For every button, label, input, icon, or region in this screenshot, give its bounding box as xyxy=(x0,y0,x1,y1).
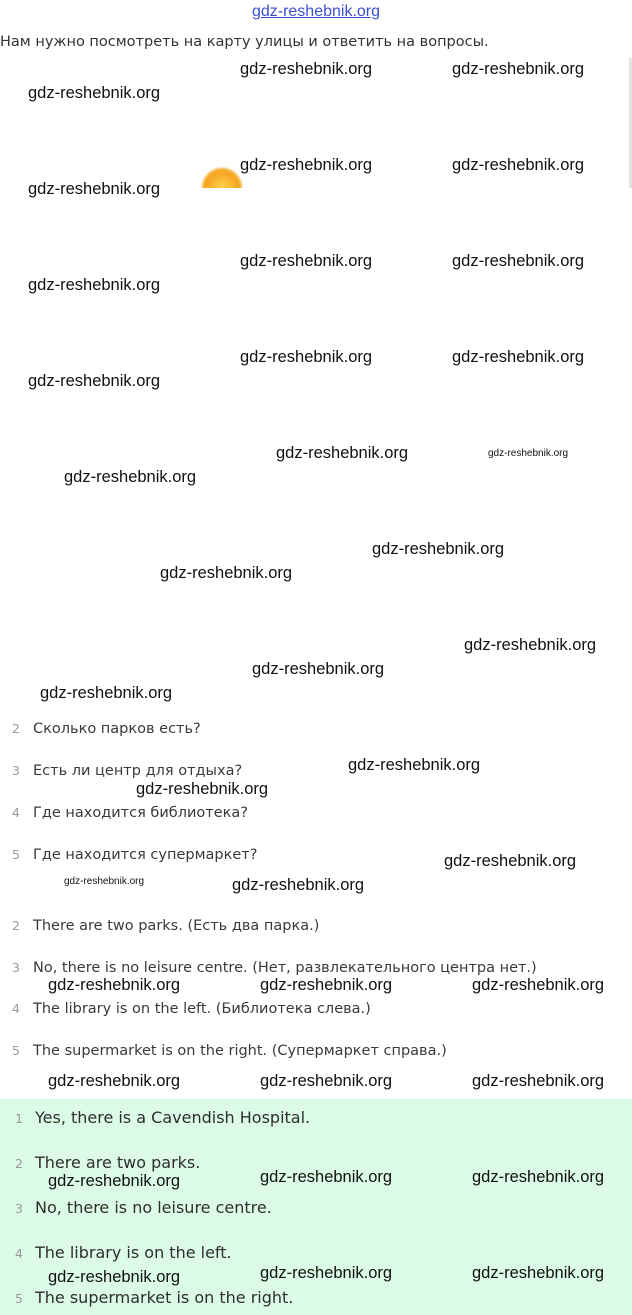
watermark-text: gdz-reshebnik.org xyxy=(444,852,577,870)
translation-text: There are two parks. (Есть два парка.) xyxy=(33,918,320,934)
watermark-text: gdz-reshebnik.org xyxy=(28,276,161,294)
watermark-text: gdz-reshebnik.org xyxy=(64,468,197,486)
translation-number: 3 xyxy=(12,960,20,975)
question-text: Где находится супермаркет? xyxy=(33,847,258,863)
watermark-text: gdz-reshebnik.org xyxy=(48,976,181,994)
watermark-text: gdz-reshebnik.org xyxy=(252,660,385,678)
question-item xyxy=(12,805,248,821)
question-item xyxy=(12,721,201,737)
answer-item xyxy=(15,1108,310,1127)
answer-item xyxy=(15,1243,232,1262)
question-number: 2 xyxy=(12,721,20,736)
watermark-text: gdz-reshebnik.org xyxy=(240,60,373,78)
watermark-text: gdz-reshebnik.org xyxy=(452,252,585,270)
watermark-text: gdz-reshebnik.org xyxy=(260,1072,393,1090)
watermark-text: gdz-reshebnik.org xyxy=(472,976,605,994)
answer-item xyxy=(15,1288,293,1307)
translation-text: The supermarket is on the right. (Супермаркет справа.) xyxy=(33,1043,447,1059)
answer-number: 4 xyxy=(15,1246,23,1261)
answer-text: No, there is no leisure centre. xyxy=(35,1198,272,1217)
translation-number: 5 xyxy=(12,1043,20,1058)
watermark-text: gdz-reshebnik.org xyxy=(260,1168,393,1186)
answer-number: 1 xyxy=(15,1111,23,1126)
answer-text: The library is on the left. xyxy=(35,1243,232,1262)
watermark-text: gdz-reshebnik.org xyxy=(48,1072,181,1090)
watermark-text: gdz-reshebnik.org xyxy=(472,1072,605,1090)
watermark-text: gdz-reshebnik.org xyxy=(40,684,173,702)
watermark-text: gdz-reshebnik.org xyxy=(28,372,161,390)
watermark-text: gdz-reshebnik.org xyxy=(472,1264,605,1282)
answer-number: 3 xyxy=(15,1201,23,1216)
answer-item xyxy=(15,1198,272,1217)
question-number: 5 xyxy=(12,847,20,862)
watermark-text: gdz-reshebnik.org xyxy=(260,976,393,994)
watermark-text: gdz-reshebnik.org xyxy=(28,180,161,198)
translation-number: 4 xyxy=(12,1001,20,1016)
question-text: Сколько парков есть? xyxy=(33,721,201,737)
watermark-text: gdz-reshebnik.org xyxy=(464,636,597,654)
translation-text: No, there is no leisure centre. (Нет, развлекательного центра нет.) xyxy=(33,960,537,976)
answer-text: The supermarket is on the right. xyxy=(35,1288,294,1307)
answer-text: Yes, there is a Cavendish Hospital. xyxy=(35,1108,311,1127)
watermark-text: gdz-reshebnik.org xyxy=(452,348,585,366)
answer-item xyxy=(15,1153,200,1172)
watermark-text: gdz-reshebnik.org xyxy=(452,60,585,78)
site-link[interactable]: gdz-reshebnik.org xyxy=(251,3,381,20)
watermark-text: gdz-reshebnik.org xyxy=(48,1268,181,1286)
watermark-text: gdz-reshebnik.org xyxy=(64,876,145,887)
watermark-text: gdz-reshebnik.org xyxy=(488,448,569,459)
watermark-text: gdz-reshebnik.org xyxy=(472,1168,605,1186)
translation-item xyxy=(12,1043,447,1059)
translation-item xyxy=(12,960,537,976)
translation-number: 2 xyxy=(12,918,20,933)
watermark-text: gdz-reshebnik.org xyxy=(240,348,373,366)
watermark-text: gdz-reshebnik.org xyxy=(232,876,365,894)
intro-text: Нам нужно посмотреть на карту улицы и ответить на вопросы. xyxy=(0,34,489,50)
watermark-text: gdz-reshebnik.org xyxy=(240,252,373,270)
watermark-text: gdz-reshebnik.org xyxy=(372,540,505,558)
question-text: Есть ли центр для отдыха? xyxy=(33,763,243,779)
question-number: 4 xyxy=(12,805,20,820)
watermark-text: gdz-reshebnik.org xyxy=(452,156,585,174)
answer-text: There are two parks. xyxy=(35,1153,201,1172)
question-number: 3 xyxy=(12,763,20,778)
watermark-text: gdz-reshebnik.org xyxy=(260,1264,393,1282)
watermark-text: gdz-reshebnik.org xyxy=(160,564,293,582)
translation-item xyxy=(12,1001,371,1017)
question-text: Где находится библиотека? xyxy=(33,805,248,821)
question-item xyxy=(12,847,257,863)
answer-number: 5 xyxy=(15,1291,23,1306)
watermark-text: gdz-reshebnik.org xyxy=(136,780,269,798)
question-item xyxy=(12,763,242,779)
translation-item xyxy=(12,918,319,934)
answer-number: 2 xyxy=(15,1156,23,1171)
watermark-text: gdz-reshebnik.org xyxy=(276,444,409,462)
watermark-text: gdz-reshebnik.org xyxy=(28,84,161,102)
watermark-text: gdz-reshebnik.org xyxy=(348,756,481,774)
watermark-text: gdz-reshebnik.org xyxy=(48,1172,181,1190)
watermark-text: gdz-reshebnik.org xyxy=(240,156,373,174)
translation-text: The library is on the left. (Библиотека слева.) xyxy=(33,1001,371,1017)
